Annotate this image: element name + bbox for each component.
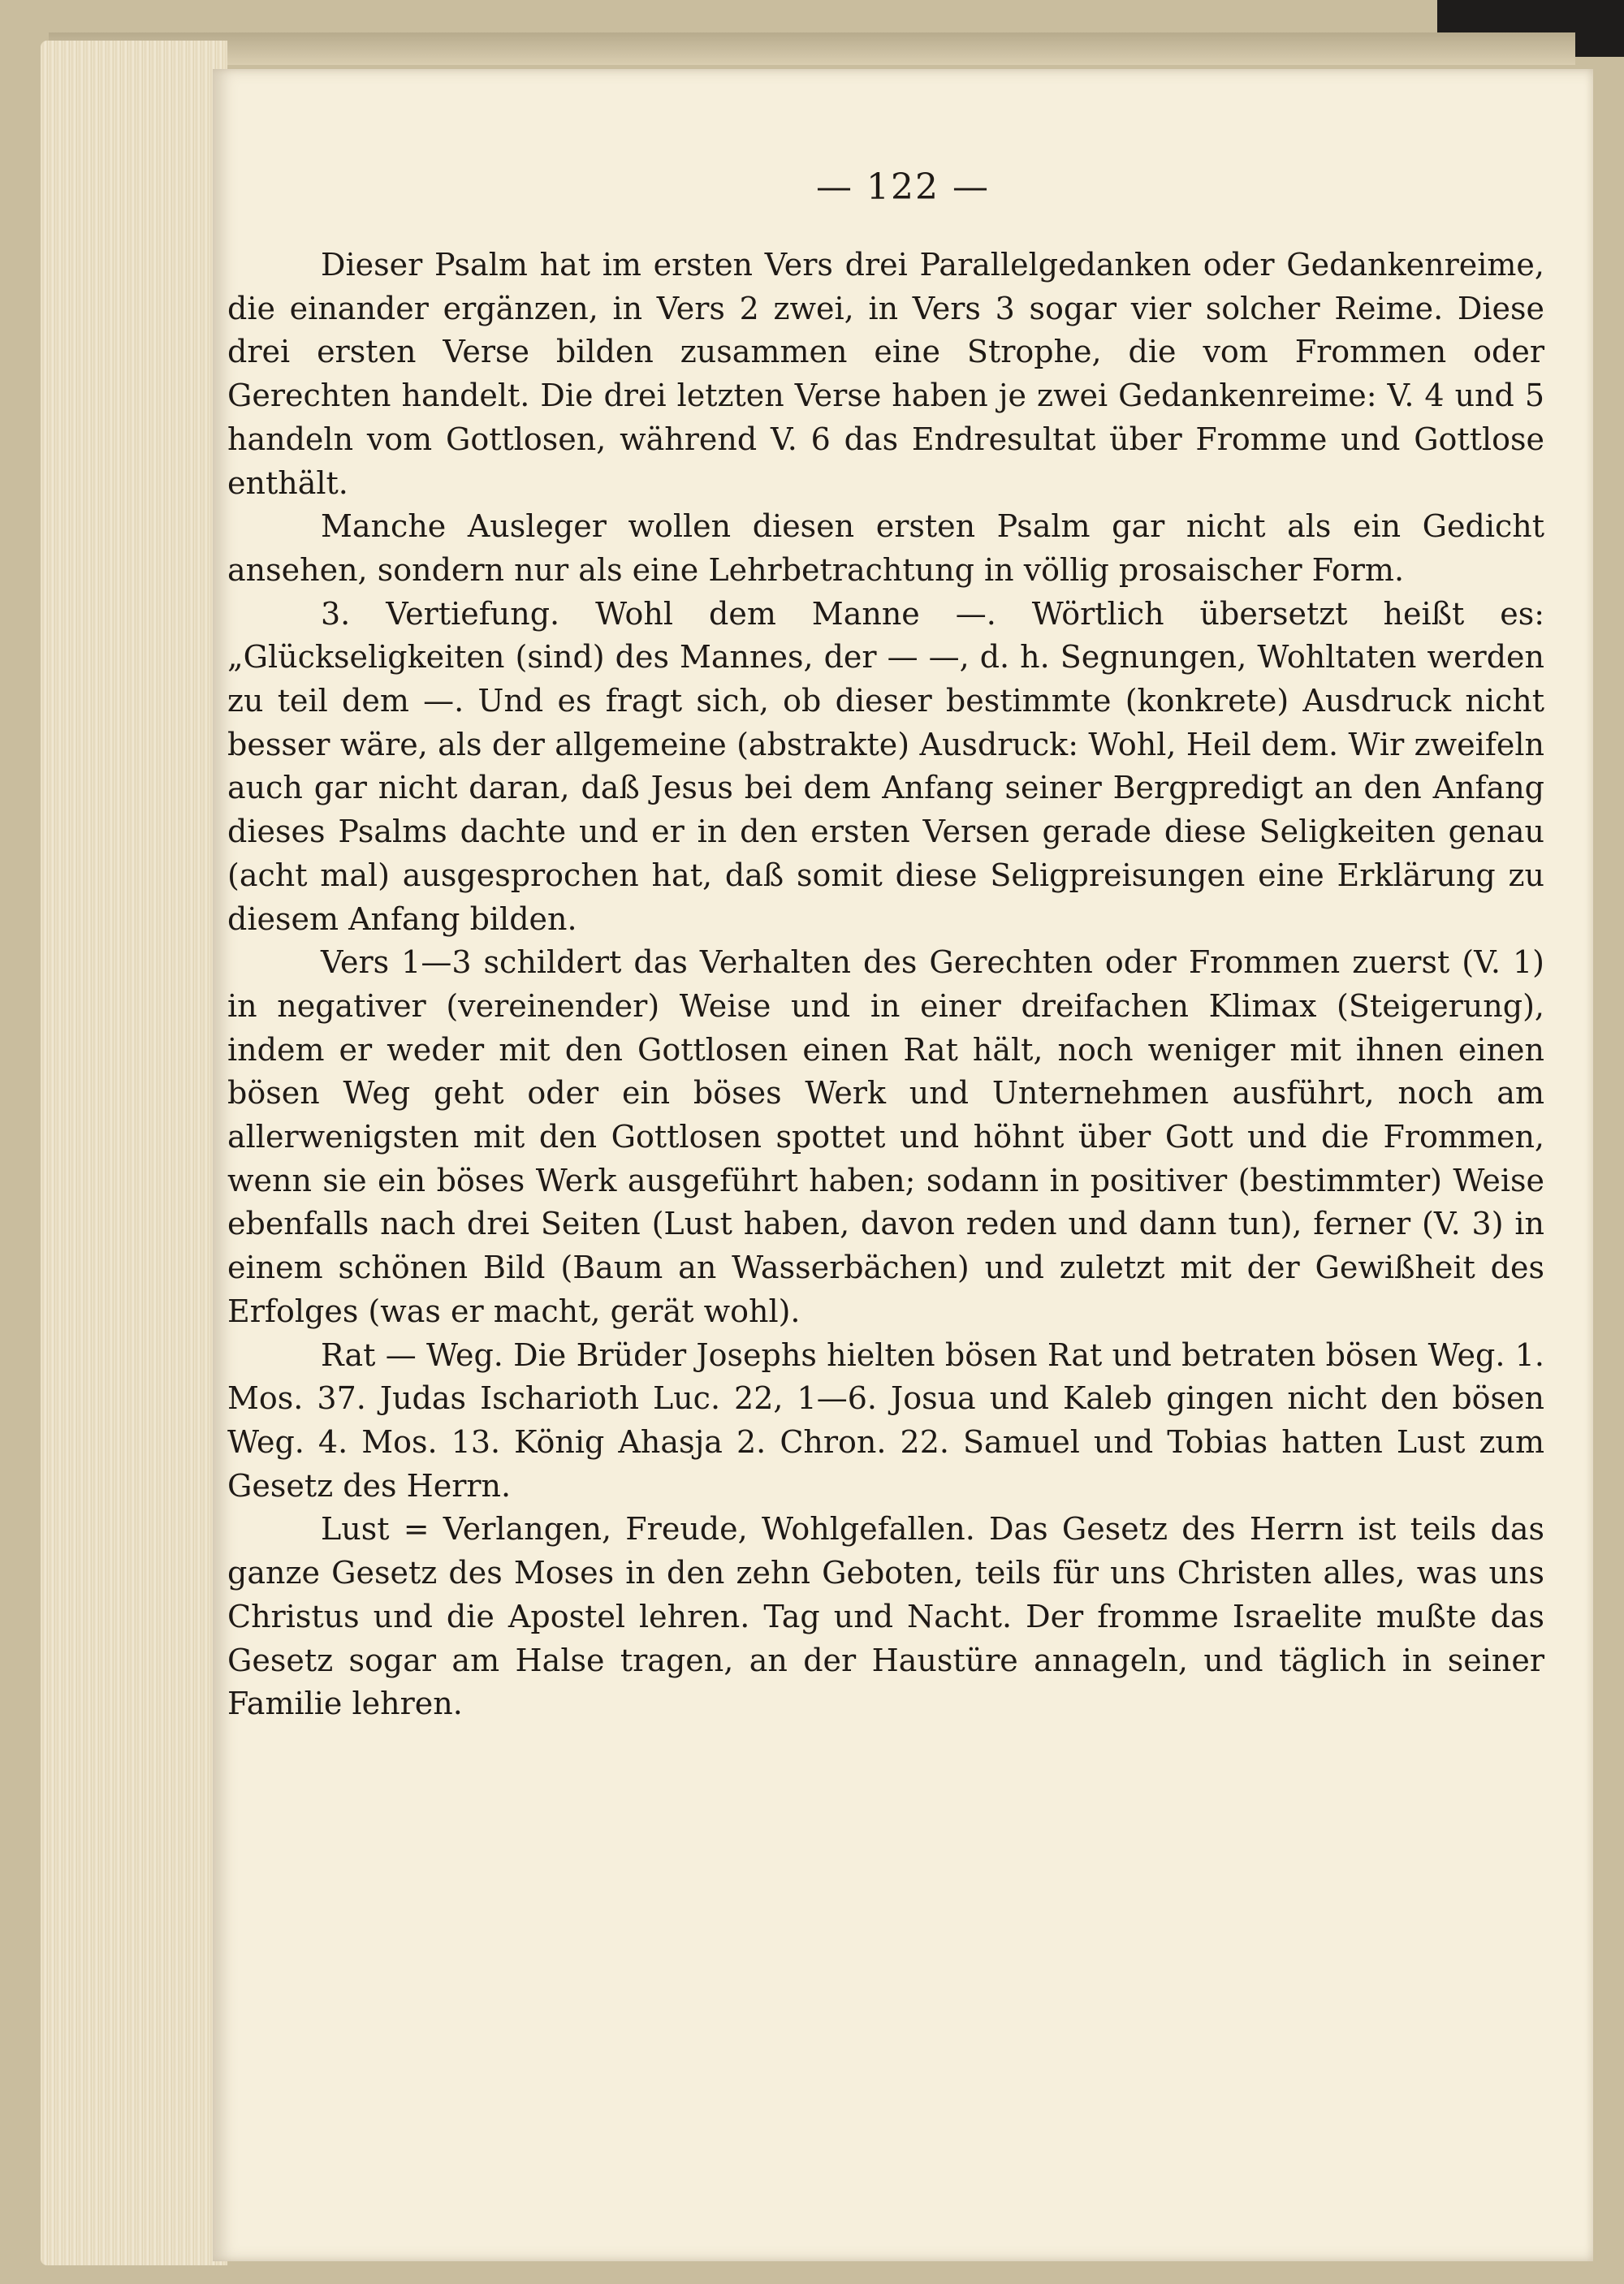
body-text: [227, 244, 1544, 1726]
page-stack-edges: [41, 41, 227, 2265]
paragraph-3: 3. Vertiefung. Wohl dem Manne —. Wörtlich übersetzt heißt es: „Glückseligkeiten (sind) des Mannes, der — —, d. h. Segnungen, Wohltaten werden zu teil dem —. Und es fragt sich, ob dieser bestimmte (konkrete) Ausdruck nicht besser wäre, als der allgemeine (abstrakte) Ausdruck: Wohl, Heil dem. Wir zweifeln auch gar nicht daran, daß Jesus bei dem Anfang seiner Bergpredigt an den Anfang dieses Psalms dachte und er in den ersten Versen gerade diese Seligkeiten genau (acht mal) ausgesprochen hat, daß somit diese Seligpreisungen eine Erklärung zu diesem Anfang bilden.: [227, 595, 1544, 937]
paragraph-5: Rat — Weg. Die Brüder Josephs hielten bösen Rat und betraten bösen Weg. 1. Mos. 37. Judas Ischarioth Luc. 22, 1—6. Josua und Kaleb gingen nicht den bösen Weg. 4. Mos. 13. König Ahasja 2. Chron. 22. Samuel und Tobias hatten Lust zum Gesetz des Herrn.: [227, 1336, 1544, 1504]
page-number: — 122 —: [816, 166, 990, 208]
paragraph-2: Manche Ausleger wollen diesen ersten Psalm gar nicht als ein Gedicht ansehen, sondern nur als eine Lehrbetrachtung in völlig prosaischer Form.: [227, 508, 1544, 588]
paragraph-4: Vers 1—3 schildert das Verhalten des Gerechten oder Frommen zuerst (V. 1) in negativer (vereinender) Weise und in einer dreifachen Klimax (Steigerung), indem er weder mit den Gottlosen einen Rat hält, noch weniger mit ihnen einen bösen Weg geht oder ein böses Werk und Unternehmen ausführt, noch am allerwenigsten mit den Gottlosen spottet und höhnt über Gott und die Frommen, wenn sie ein böses Werk ausgeführt haben; sodann in positiver (bestimmter) Weise ebenfalls nach drei Seiten (Lust haben, davon reden und dann tun), ferner (V. 3) in einem schönen Bild (Baum an Wasserbächen) und zuletzt mit der Gewißheit des Erfolges (was er macht, gerät wohl).: [227, 944, 1544, 1329]
page-stack-top: [49, 32, 1575, 65]
paragraph-6: Lust = Verlangen, Freude, Wohlgefallen. Das Gesetz des Herrn ist teils das ganze Gesetz des Moses in den zehn Geboten, teils für uns Christen alles, was uns Christus und die Apostel lehren. Tag und Nacht. Der fromme Israelite mußte das Gesetz sogar am Halse tragen, an der Haustüre annageln, und täglich in seiner Familie lehren.: [227, 1511, 1544, 1722]
paragraph-1: Dieser Psalm hat im ersten Vers drei Parallelgedanken oder Gedankenreime, die einander ergänzen, in Vers 2 zwei, in Vers 3 sogar vier solcher Reime. Diese drei ersten Verse bilden zusammen eine Strophe, die vom Frommen oder Gerechten handelt. Die drei letzten Verse haben je zwei Gedankenreime: V. 4 und 5 handeln vom Gottlosen, während V. 6 das Endresultat über Fromme und Gottlose enthält.: [227, 247, 1544, 501]
